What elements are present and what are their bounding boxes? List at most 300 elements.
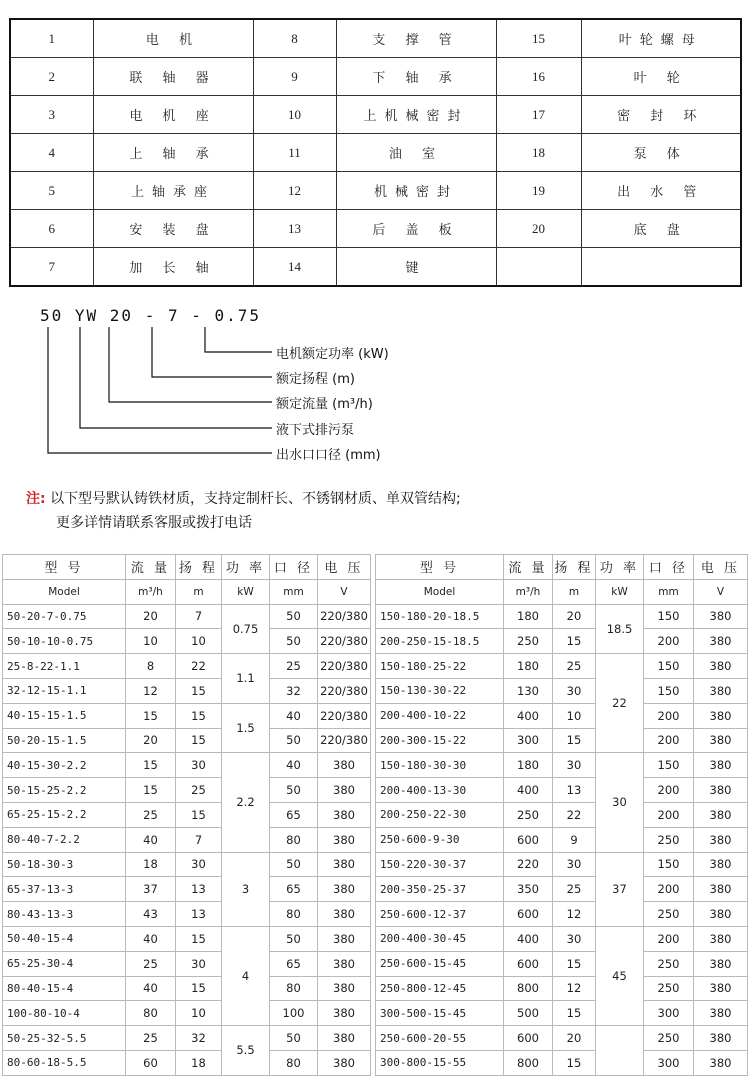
voltage-cell: 380 (694, 802, 748, 827)
diameter-cell: 250 (644, 976, 694, 1001)
head-cell: 13 (176, 877, 222, 902)
flow-cell: 15 (126, 753, 176, 778)
diameter-cell: 25 (270, 654, 318, 679)
head-cell: 15 (553, 1001, 596, 1026)
model-cell: 300-800-15-55 (376, 1050, 504, 1075)
head-cell: 15 (553, 728, 596, 753)
diameter-cell: 50 (270, 778, 318, 803)
part-number: 2 (10, 58, 93, 96)
legend-diameter: 出水口口径 (mm) (276, 448, 381, 463)
model-cell: 200-250-22-30 (376, 802, 504, 827)
diameter-cell: 40 (270, 703, 318, 728)
diameter-cell: 80 (270, 902, 318, 927)
diameter-cell: 200 (644, 926, 694, 951)
voltage-cell: 380 (694, 976, 748, 1001)
spec-row (3, 678, 371, 703)
spec-row (376, 778, 748, 803)
notice-line-2: 更多详情请联系客服或拨打电话 (56, 515, 252, 531)
spec-row (376, 654, 748, 679)
legend-head: 额定扬程 (m) (276, 372, 355, 387)
power-cell: 5.5 (222, 1026, 270, 1076)
part-name: 电 机 座 (93, 96, 253, 134)
spec-row (376, 877, 748, 902)
head-cell: 20 (553, 604, 596, 629)
spec-table-left-body (3, 555, 371, 1076)
spec-header-row (376, 555, 748, 580)
voltage-cell: 380 (318, 976, 371, 1001)
model-cell: 200-400-13-30 (376, 778, 504, 803)
diameter-cell: 150 (644, 604, 694, 629)
diameter-cell: 150 (644, 852, 694, 877)
spec-unit-row (376, 579, 748, 604)
part-number: 4 (10, 134, 93, 172)
model-cell: 80-40-15-4 (3, 976, 126, 1001)
flow-cell: 25 (126, 951, 176, 976)
head-cell: 30 (176, 753, 222, 778)
notice-label: 注: (26, 491, 46, 507)
spec-row (3, 827, 371, 852)
head-cell: 20 (553, 1026, 596, 1051)
flow-cell: 80 (126, 1001, 176, 1026)
part-number: 8 (253, 19, 336, 58)
diameter-cell: 40 (270, 753, 318, 778)
head-cell: 7 (176, 604, 222, 629)
model-cell: 250-600-9-30 (376, 827, 504, 852)
legend-type: 液下式排污泵 (276, 423, 355, 438)
diameter-cell: 200 (644, 728, 694, 753)
diameter-cell: 32 (270, 678, 318, 703)
flow-cell: 180 (504, 753, 553, 778)
model-cell: 65-25-30-4 (3, 951, 126, 976)
part-name: 上机械密封 (336, 96, 496, 134)
voltage-cell: 380 (694, 852, 748, 877)
part-name: 油 室 (336, 134, 496, 172)
power-cell: 18.5 (596, 604, 644, 654)
flow-cell: 800 (504, 1050, 553, 1075)
spec-row (376, 753, 748, 778)
diameter-cell: 65 (270, 951, 318, 976)
flow-cell: 400 (504, 778, 553, 803)
diameter-cell: 300 (644, 1050, 694, 1075)
spec-unit-cell: V (318, 579, 371, 604)
voltage-cell: 380 (318, 778, 371, 803)
flow-cell: 400 (504, 926, 553, 951)
diameter-cell: 150 (644, 753, 694, 778)
model-code-diagram (0, 0, 750, 480)
part-name: 加 长 轴 (93, 248, 253, 287)
spec-header-cell: 口 径 (270, 555, 318, 580)
voltage-cell: 380 (318, 926, 371, 951)
voltage-cell: 380 (694, 1050, 748, 1075)
head-cell: 30 (553, 852, 596, 877)
model-cell: 150-220-30-37 (376, 852, 504, 877)
spec-unit-cell: mm (644, 579, 694, 604)
diameter-cell: 200 (644, 778, 694, 803)
spec-row (3, 926, 371, 951)
spec-row (376, 852, 748, 877)
head-cell: 30 (176, 852, 222, 877)
spec-row (376, 802, 748, 827)
flow-cell: 250 (504, 629, 553, 654)
flow-cell: 600 (504, 1026, 553, 1051)
part-number: 6 (10, 210, 93, 248)
flow-cell: 37 (126, 877, 176, 902)
voltage-cell: 220/380 (318, 703, 371, 728)
spec-row (376, 1001, 748, 1026)
legend-power: 电机额定功率 (kW) (276, 347, 389, 362)
voltage-cell: 380 (694, 678, 748, 703)
spec-row (376, 678, 748, 703)
flow-cell: 180 (504, 654, 553, 679)
diameter-cell: 50 (270, 629, 318, 654)
spec-row (376, 1050, 748, 1075)
spec-row (376, 926, 748, 951)
head-cell: 15 (176, 926, 222, 951)
voltage-cell: 380 (694, 1001, 748, 1026)
voltage-cell: 380 (318, 852, 371, 877)
model-cell: 250-600-20-55 (376, 1026, 504, 1051)
spec-row (3, 654, 371, 679)
model-code: 50 YW 20 - 7 - 0.75 (40, 306, 262, 325)
head-cell: 22 (553, 802, 596, 827)
spec-row (3, 802, 371, 827)
flow-cell: 250 (504, 802, 553, 827)
head-cell: 15 (176, 802, 222, 827)
diameter-cell: 250 (644, 951, 694, 976)
diameter-cell: 65 (270, 802, 318, 827)
voltage-cell: 380 (318, 753, 371, 778)
voltage-cell: 380 (694, 1026, 748, 1051)
flow-cell: 350 (504, 877, 553, 902)
head-cell: 13 (176, 902, 222, 927)
flow-cell: 10 (126, 629, 176, 654)
power-cell (596, 1026, 644, 1076)
model-cell: 150-180-25-22 (376, 654, 504, 679)
flow-cell: 600 (504, 951, 553, 976)
flow-cell: 40 (126, 827, 176, 852)
head-cell: 32 (176, 1026, 222, 1051)
part-number: 5 (10, 172, 93, 210)
part-number: 7 (10, 248, 93, 287)
spec-unit-cell: kW (222, 579, 270, 604)
part-name: 联 轴 器 (93, 58, 253, 96)
part-number: 17 (496, 96, 581, 134)
flow-cell: 12 (126, 678, 176, 703)
flow-cell: 40 (126, 926, 176, 951)
notice-text-1: 以下型号默认铸铁材质，支持定制杆长、不锈钢材质、单双管结构; (50, 491, 461, 507)
model-cell: 80-60-18-5.5 (3, 1050, 126, 1075)
voltage-cell: 380 (318, 1026, 371, 1051)
voltage-cell: 380 (318, 827, 371, 852)
leader-line-power (205, 327, 272, 352)
head-cell: 15 (176, 976, 222, 1001)
spec-unit-cell: kW (596, 579, 644, 604)
head-cell: 15 (176, 703, 222, 728)
model-cell: 250-600-15-45 (376, 951, 504, 976)
part-number: 9 (253, 58, 336, 96)
part-name: 叶轮螺母 (581, 19, 741, 58)
flow-cell: 130 (504, 678, 553, 703)
flow-cell: 20 (126, 604, 176, 629)
model-cell: 50-25-32-5.5 (3, 1026, 126, 1051)
spec-row (3, 877, 371, 902)
spec-row (376, 703, 748, 728)
head-cell: 30 (553, 753, 596, 778)
spec-row (376, 1026, 748, 1051)
spec-row (376, 629, 748, 654)
head-cell: 15 (553, 1050, 596, 1075)
flow-cell: 18 (126, 852, 176, 877)
voltage-cell: 380 (694, 604, 748, 629)
spec-unit-cell: mm (270, 579, 318, 604)
head-cell: 25 (176, 778, 222, 803)
diameter-cell: 200 (644, 629, 694, 654)
head-cell: 15 (176, 678, 222, 703)
model-cell: 50-15-25-2.2 (3, 778, 126, 803)
head-cell: 18 (176, 1050, 222, 1075)
voltage-cell: 380 (694, 778, 748, 803)
model-cell: 40-15-15-1.5 (3, 703, 126, 728)
model-cell: 40-15-30-2.2 (3, 753, 126, 778)
model-cell: 80-40-7-2.2 (3, 827, 126, 852)
model-cell: 50-10-10-0.75 (3, 629, 126, 654)
diameter-cell: 50 (270, 604, 318, 629)
diameter-cell: 50 (270, 926, 318, 951)
model-cell: 200-300-15-22 (376, 728, 504, 753)
head-cell: 7 (176, 827, 222, 852)
spec-header-row (3, 555, 371, 580)
voltage-cell: 380 (694, 629, 748, 654)
spec-unit-cell: Model (3, 579, 126, 604)
spec-table-right (375, 554, 748, 1076)
voltage-cell: 380 (318, 877, 371, 902)
head-cell: 10 (176, 1001, 222, 1026)
head-cell: 15 (176, 728, 222, 753)
model-cell: 150-180-30-30 (376, 753, 504, 778)
part-number: 13 (253, 210, 336, 248)
spec-unit-cell: m³/h (504, 579, 553, 604)
diameter-cell: 250 (644, 827, 694, 852)
flow-cell: 400 (504, 703, 553, 728)
model-cell: 32-12-15-1.1 (3, 678, 126, 703)
head-cell: 10 (553, 703, 596, 728)
diameter-cell: 250 (644, 1026, 694, 1051)
diameter-cell: 150 (644, 654, 694, 679)
diameter-cell: 250 (644, 902, 694, 927)
model-cell: 50-18-30-3 (3, 852, 126, 877)
spec-header-cell: 口 径 (644, 555, 694, 580)
leader-line-flow (109, 327, 272, 402)
spec-row (3, 852, 371, 877)
diameter-cell: 80 (270, 976, 318, 1001)
spec-unit-cell: V (694, 579, 748, 604)
power-cell: 37 (596, 852, 644, 926)
part-name: 键 (336, 248, 496, 287)
spec-row (3, 703, 371, 728)
head-cell: 12 (553, 976, 596, 1001)
part-number: 1 (10, 19, 93, 58)
spec-row (376, 728, 748, 753)
flow-cell: 500 (504, 1001, 553, 1026)
voltage-cell: 220/380 (318, 629, 371, 654)
part-number: 16 (496, 58, 581, 96)
model-cell: 250-600-12-37 (376, 902, 504, 927)
spec-row (3, 728, 371, 753)
part-name: 电 机 (93, 19, 253, 58)
flow-cell: 25 (126, 802, 176, 827)
part-number: 20 (496, 210, 581, 248)
voltage-cell: 380 (694, 753, 748, 778)
power-cell: 3 (222, 852, 270, 926)
voltage-cell: 220/380 (318, 678, 371, 703)
diameter-cell: 65 (270, 877, 318, 902)
model-cell: 200-400-30-45 (376, 926, 504, 951)
part-name: 支 撑 管 (336, 19, 496, 58)
model-cell: 80-43-13-3 (3, 902, 126, 927)
voltage-cell: 380 (318, 902, 371, 927)
spec-row (3, 604, 371, 629)
diameter-cell: 80 (270, 1050, 318, 1075)
spec-row (376, 951, 748, 976)
voltage-cell: 380 (694, 877, 748, 902)
diameter-cell: 50 (270, 1026, 318, 1051)
part-name: 上 轴 承 (93, 134, 253, 172)
flow-cell: 600 (504, 827, 553, 852)
voltage-cell: 380 (694, 951, 748, 976)
part-name: 上轴承座 (93, 172, 253, 210)
part-name: 下 轴 承 (336, 58, 496, 96)
head-cell: 25 (553, 654, 596, 679)
power-cell: 1.5 (222, 703, 270, 753)
diameter-cell: 200 (644, 703, 694, 728)
part-name: 出 水 管 (581, 172, 741, 210)
power-cell: 30 (596, 753, 644, 852)
model-cell: 200-350-25-37 (376, 877, 504, 902)
model-cell: 65-37-13-3 (3, 877, 126, 902)
spec-table-right-body (376, 555, 748, 1076)
spec-header-cell: 扬 程 (176, 555, 222, 580)
flow-cell: 20 (126, 728, 176, 753)
voltage-cell: 380 (318, 1001, 371, 1026)
spec-row (3, 1001, 371, 1026)
flow-cell: 180 (504, 604, 553, 629)
model-cell: 65-25-15-2.2 (3, 802, 126, 827)
spec-header-cell: 型 号 (3, 555, 126, 580)
part-name: 机械密封 (336, 172, 496, 210)
spec-row (3, 778, 371, 803)
flow-cell: 300 (504, 728, 553, 753)
power-cell: 4 (222, 926, 270, 1025)
head-cell: 25 (553, 877, 596, 902)
part-number: 14 (253, 248, 336, 287)
voltage-cell: 220/380 (318, 604, 371, 629)
flow-cell: 43 (126, 902, 176, 927)
spec-header-cell: 电 压 (694, 555, 748, 580)
spec-header-cell: 功 率 (596, 555, 644, 580)
voltage-cell: 380 (318, 802, 371, 827)
part-name: 安 装 盘 (93, 210, 253, 248)
voltage-cell: 380 (318, 1050, 371, 1075)
diameter-cell: 100 (270, 1001, 318, 1026)
part-name: 后 盖 板 (336, 210, 496, 248)
part-number: 15 (496, 19, 581, 58)
flow-cell: 40 (126, 976, 176, 1001)
spec-header-cell: 扬 程 (553, 555, 596, 580)
power-cell: 45 (596, 926, 644, 1025)
model-cell: 300-500-15-45 (376, 1001, 504, 1026)
spec-header-cell: 型 号 (376, 555, 504, 580)
voltage-cell: 220/380 (318, 728, 371, 753)
power-cell: 0.75 (222, 604, 270, 654)
model-cell: 150-180-20-18.5 (376, 604, 504, 629)
part-name: 底 盘 (581, 210, 741, 248)
model-cell: 50-20-15-1.5 (3, 728, 126, 753)
part-number: 19 (496, 172, 581, 210)
flow-cell: 800 (504, 976, 553, 1001)
spec-unit-row (3, 579, 371, 604)
model-cell: 50-20-7-0.75 (3, 604, 126, 629)
diameter-cell: 200 (644, 877, 694, 902)
flow-cell: 15 (126, 703, 176, 728)
model-cell: 250-800-12-45 (376, 976, 504, 1001)
model-cell: 25-8-22-1.1 (3, 654, 126, 679)
voltage-cell: 380 (318, 951, 371, 976)
voltage-cell: 220/380 (318, 654, 371, 679)
spec-row (3, 1050, 371, 1075)
head-cell: 22 (176, 654, 222, 679)
power-cell: 1.1 (222, 654, 270, 704)
model-cell: 150-130-30-22 (376, 678, 504, 703)
flow-cell: 25 (126, 1026, 176, 1051)
part-number: 12 (253, 172, 336, 210)
head-cell: 30 (553, 678, 596, 703)
spec-header-cell: 电 压 (318, 555, 371, 580)
part-name: 泵 体 (581, 134, 741, 172)
diameter-cell: 300 (644, 1001, 694, 1026)
flow-cell: 220 (504, 852, 553, 877)
spec-row (376, 902, 748, 927)
power-cell: 22 (596, 654, 644, 753)
part-number: 3 (10, 96, 93, 134)
model-cell: 50-40-15-4 (3, 926, 126, 951)
voltage-cell: 380 (694, 703, 748, 728)
flow-cell: 60 (126, 1050, 176, 1075)
spec-unit-cell: m (553, 579, 596, 604)
flow-cell: 15 (126, 778, 176, 803)
head-cell: 30 (553, 926, 596, 951)
spec-row (376, 976, 748, 1001)
head-cell: 15 (553, 951, 596, 976)
spec-header-cell: 流 量 (504, 555, 553, 580)
head-cell: 10 (176, 629, 222, 654)
leader-line-diameter (48, 327, 272, 453)
head-cell: 12 (553, 902, 596, 927)
spec-table-left (2, 554, 371, 1076)
power-cell: 2.2 (222, 753, 270, 852)
model-cell: 100-80-10-4 (3, 1001, 126, 1026)
diameter-cell: 150 (644, 678, 694, 703)
spec-row (3, 753, 371, 778)
spec-unit-cell: m (176, 579, 222, 604)
part-number: 10 (253, 96, 336, 134)
head-cell: 9 (553, 827, 596, 852)
spec-row (3, 951, 371, 976)
voltage-cell: 380 (694, 926, 748, 951)
diameter-cell: 50 (270, 728, 318, 753)
spec-header-cell: 流 量 (126, 555, 176, 580)
part-name: 叶 轮 (581, 58, 741, 96)
part-number: 18 (496, 134, 581, 172)
